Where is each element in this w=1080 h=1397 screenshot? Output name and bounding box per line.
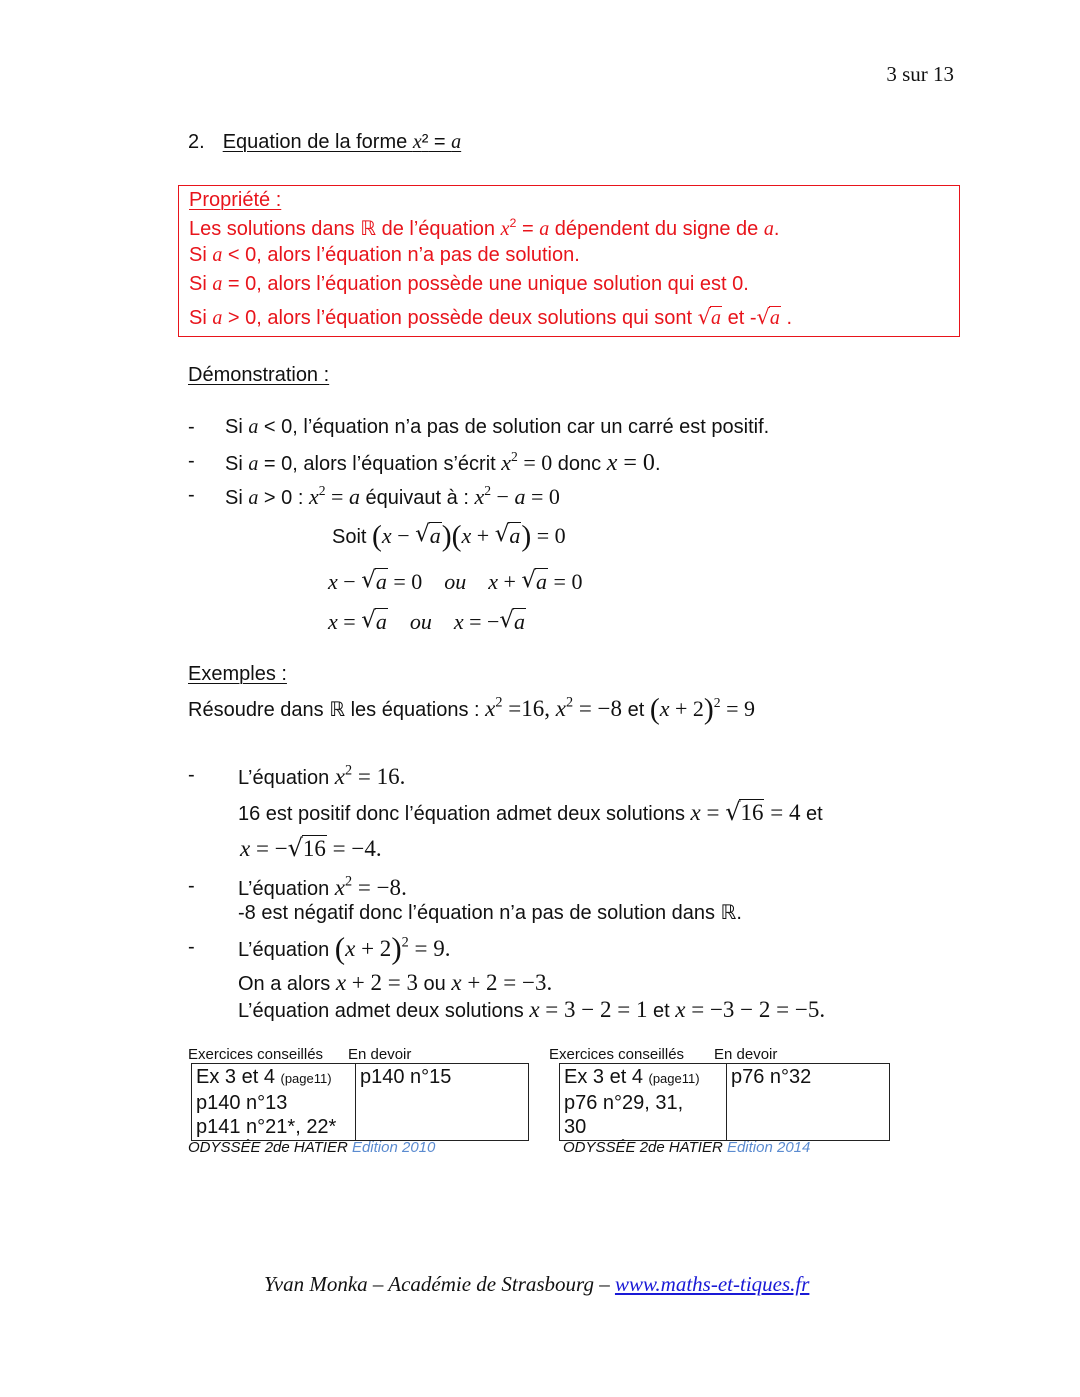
demo-item-1 bbox=[225, 416, 769, 439]
example-3-line-3 bbox=[238, 997, 825, 1023]
math-a: a bbox=[539, 218, 550, 240]
math-x: x bbox=[659, 696, 670, 721]
math-a: a bbox=[514, 609, 526, 634]
exercises-header-right: En devoir bbox=[714, 1046, 778, 1063]
paren: ) bbox=[521, 520, 532, 553]
example-1-title bbox=[238, 764, 405, 790]
demo-step-soit bbox=[332, 520, 566, 553]
demo-step-3 bbox=[328, 609, 526, 635]
exercises-advised-cell bbox=[192, 1064, 356, 1141]
math-x: x bbox=[529, 997, 540, 1022]
math-a: a bbox=[248, 416, 259, 438]
math-x: x bbox=[606, 450, 618, 476]
exercise-line bbox=[564, 1065, 722, 1091]
math-x: x bbox=[488, 569, 498, 594]
bullet-dash: - bbox=[188, 936, 195, 958]
math-text: = −8 bbox=[352, 875, 402, 900]
property-heading: Propriété : bbox=[189, 189, 282, 211]
sqrt-symbol bbox=[361, 569, 388, 595]
sqrt-symbol bbox=[757, 307, 781, 330]
demo-step-2 bbox=[328, 569, 582, 595]
sqrt-symbol bbox=[521, 569, 548, 595]
text: Si bbox=[225, 453, 249, 475]
text: Ex 3 et 4 bbox=[196, 1066, 281, 1088]
math-text: + 2 bbox=[669, 696, 704, 721]
sqrt-symbol bbox=[698, 307, 722, 330]
text: et bbox=[800, 803, 823, 825]
exercise-line: p141 n°21*, 22* bbox=[196, 1116, 337, 1138]
edition-year: Edition 2010 bbox=[351, 1139, 436, 1156]
math-x: x bbox=[461, 523, 472, 548]
book-name: ODYSSÉE 2de HATIER bbox=[563, 1139, 727, 1156]
text: (page11) bbox=[648, 1071, 700, 1086]
math-text: = 0 bbox=[617, 450, 655, 476]
math-text: = 0 bbox=[525, 484, 560, 509]
math-x: x bbox=[675, 997, 686, 1022]
math-text: = −8 bbox=[573, 696, 623, 721]
exercises-header-right: En devoir bbox=[348, 1046, 412, 1063]
bullet-dash: - bbox=[188, 450, 195, 472]
bullet-dash: - bbox=[188, 875, 195, 897]
paren: ( bbox=[334, 930, 346, 966]
math-text: = 3 − 2 = 1 bbox=[539, 997, 648, 1022]
math-text: − bbox=[391, 523, 416, 548]
math-a: a bbox=[248, 453, 259, 475]
exercises-table-2014 bbox=[559, 1063, 890, 1141]
text: L’équation bbox=[238, 878, 335, 900]
math-x: x bbox=[328, 569, 338, 594]
example-3-title bbox=[238, 930, 451, 966]
demo-item-2 bbox=[225, 450, 661, 477]
paren: ) bbox=[391, 930, 402, 966]
math-a: a bbox=[536, 569, 548, 594]
text: Soit bbox=[332, 526, 367, 548]
math-text: + bbox=[471, 523, 495, 548]
demonstration-heading: Démonstration : bbox=[188, 364, 330, 386]
exercises-advised-cell bbox=[560, 1064, 727, 1141]
math-x: x bbox=[308, 484, 319, 509]
footer bbox=[264, 1272, 809, 1297]
text: Les solutions dans ℝ de l’équation bbox=[189, 218, 501, 240]
math-text: = −4 bbox=[326, 836, 376, 861]
property-line-1 bbox=[189, 216, 779, 241]
math-number: 16 bbox=[740, 800, 764, 825]
text: et bbox=[647, 1000, 676, 1022]
math-sup: 2 bbox=[484, 483, 492, 499]
math-a: a bbox=[212, 273, 223, 295]
exercise-line: 30 bbox=[564, 1116, 587, 1138]
math-x: x bbox=[345, 936, 356, 961]
math-a: a bbox=[763, 218, 774, 240]
sqrt-symbol bbox=[725, 800, 764, 826]
text: Si bbox=[189, 273, 213, 295]
math-text: . bbox=[546, 970, 553, 995]
math-sup: ² bbox=[421, 131, 429, 153]
exercises-homework-cell: p76 n°32 bbox=[727, 1064, 890, 1141]
math-x: x bbox=[334, 875, 345, 900]
math-text: = 4 bbox=[764, 800, 801, 825]
text: Ex 3 et 4 bbox=[564, 1066, 649, 1088]
text: et bbox=[622, 699, 650, 721]
math-a: a bbox=[429, 523, 441, 548]
text: < 0, l’équation n’a pas de solution car un carré est positif. bbox=[258, 416, 770, 438]
math-text: − bbox=[491, 484, 515, 509]
math-sup: 2 bbox=[511, 449, 518, 465]
text: dépendent du signe de bbox=[549, 218, 764, 240]
text: L’équation bbox=[238, 939, 335, 961]
math-a: a bbox=[769, 307, 780, 329]
math-text: =16 bbox=[502, 696, 545, 721]
math-text: . bbox=[375, 836, 382, 861]
math-sup: 2 bbox=[713, 695, 721, 711]
math-number: 16 bbox=[302, 836, 326, 861]
math-x: x bbox=[474, 484, 485, 509]
math-sup: 2 bbox=[401, 934, 409, 951]
edition-year: Edition 2014 bbox=[726, 1139, 811, 1156]
math-x: x bbox=[328, 609, 338, 634]
text: < 0, alors l’équation n’a pas de solution. bbox=[222, 244, 580, 266]
math-x: x bbox=[453, 609, 464, 634]
math-sup: 2 bbox=[565, 694, 574, 711]
math-x: x bbox=[555, 696, 566, 721]
math-a: a bbox=[711, 307, 722, 329]
math-x: x bbox=[412, 131, 422, 153]
example-2-line-2: -8 est négatif donc l’équation n’a pas de solution dans ℝ. bbox=[238, 902, 742, 924]
math-text: , bbox=[544, 696, 556, 721]
math-text: = 0 bbox=[517, 450, 553, 475]
math-a: a bbox=[348, 484, 360, 509]
sqrt-symbol bbox=[288, 836, 327, 862]
math-sup: 2 bbox=[495, 694, 503, 711]
math-x: x bbox=[451, 970, 462, 995]
text: équivaut à : bbox=[359, 487, 475, 509]
text: Résoudre dans ℝ les équations : bbox=[188, 699, 486, 721]
text: (page11) bbox=[280, 1071, 332, 1086]
math-ou: ou bbox=[409, 609, 432, 634]
math-text: = bbox=[337, 609, 362, 634]
text: . bbox=[654, 453, 661, 475]
text: et bbox=[722, 307, 750, 329]
math-sup: 2 bbox=[344, 762, 353, 779]
exercises-header-left: Exercices conseillés bbox=[549, 1046, 685, 1063]
examples-intro bbox=[188, 693, 756, 726]
book-name: ODYSSÉE 2de HATIER bbox=[188, 1139, 352, 1156]
section-title-text: Equation de la forme bbox=[222, 131, 413, 153]
math-eq: = bbox=[428, 131, 452, 153]
math-text: + 2 = −3 bbox=[461, 970, 547, 995]
math-a: a bbox=[212, 244, 223, 266]
text: L’équation admet deux solutions bbox=[238, 1000, 530, 1022]
math-text: = 0 bbox=[548, 569, 583, 594]
paren: ) bbox=[703, 693, 714, 726]
bullet-dash: - bbox=[188, 484, 195, 506]
property-line-4 bbox=[189, 307, 792, 330]
text: Si bbox=[189, 244, 213, 266]
math-text: = − bbox=[250, 836, 288, 861]
math-x: x bbox=[381, 523, 392, 548]
text: On a alors bbox=[238, 973, 336, 995]
math-text: . bbox=[399, 764, 406, 789]
edition-caption bbox=[188, 1139, 435, 1156]
math-a: a bbox=[212, 307, 223, 329]
math-text: = 9 bbox=[720, 696, 756, 721]
math-a: a bbox=[509, 523, 521, 548]
paren: ( bbox=[649, 693, 660, 726]
paren: ( bbox=[372, 520, 382, 553]
example-3-line-2 bbox=[238, 970, 552, 996]
paren: )( bbox=[441, 520, 462, 553]
example-2-title bbox=[238, 875, 407, 901]
math-text: . bbox=[444, 936, 451, 961]
math-text: . bbox=[819, 997, 826, 1022]
math-text: + bbox=[498, 569, 522, 594]
property-line-3 bbox=[189, 273, 749, 296]
exercise-line: p76 n°29, 31, bbox=[564, 1092, 684, 1114]
text: ou bbox=[418, 973, 452, 995]
text: = bbox=[516, 218, 540, 240]
math-text: = −3 − 2 = −5 bbox=[685, 997, 820, 1022]
math-x: x bbox=[335, 970, 347, 995]
math-text: = 0 bbox=[387, 569, 423, 594]
text: = 0, alors l’équation possède une unique solution qui est 0. bbox=[222, 273, 749, 295]
math-x: x bbox=[240, 836, 251, 861]
text: > 0, alors l’équation possède deux solutions qui sont bbox=[222, 307, 698, 329]
exercise-line bbox=[196, 1065, 351, 1091]
math-a: a bbox=[375, 569, 387, 594]
section-title bbox=[188, 131, 461, 154]
math-a: a bbox=[248, 487, 259, 509]
text: L’équation bbox=[238, 767, 335, 789]
page-number: 3 sur 13 bbox=[886, 62, 954, 86]
example-1-line-2 bbox=[238, 800, 823, 826]
exercise-line: p140 n°13 bbox=[196, 1092, 288, 1114]
section-number: 2. bbox=[188, 131, 205, 153]
math-x: x bbox=[485, 696, 496, 721]
sqrt-symbol bbox=[495, 523, 522, 549]
math-ou: ou bbox=[444, 569, 467, 594]
math-text: = 0 bbox=[531, 523, 566, 548]
sqrt-symbol bbox=[361, 609, 388, 635]
math-x: x bbox=[500, 218, 510, 240]
bullet-dash: - bbox=[188, 764, 195, 786]
website-link[interactable]: www.maths-et-tiques.fr bbox=[614, 1272, 810, 1296]
sqrt-symbol bbox=[415, 523, 442, 549]
bullet-dash: - bbox=[188, 416, 195, 438]
examples-heading: Exemples : bbox=[188, 663, 287, 685]
text: Si bbox=[189, 307, 213, 329]
text: > 0 : bbox=[258, 487, 309, 509]
math-text: = − bbox=[463, 609, 500, 634]
math-text: = bbox=[325, 484, 349, 509]
math-a: a bbox=[514, 484, 526, 509]
math-text: = 16 bbox=[352, 764, 400, 789]
text: donc bbox=[552, 453, 607, 475]
math-text: + 2 = 3 bbox=[346, 970, 418, 995]
example-1-line-3 bbox=[240, 836, 382, 862]
math-sup: 2 bbox=[509, 215, 517, 230]
math-text: . bbox=[401, 875, 407, 900]
text: Si bbox=[225, 487, 249, 509]
text: . bbox=[780, 307, 793, 329]
math-a: a bbox=[375, 609, 387, 634]
math-x: x bbox=[334, 764, 345, 789]
text: 16 est positif donc l’équation admet deux solutions bbox=[238, 803, 691, 825]
exercises-table-2010 bbox=[191, 1063, 529, 1141]
text: Si bbox=[225, 416, 249, 438]
text: . bbox=[773, 218, 780, 240]
math-x: x bbox=[690, 800, 701, 825]
exercises-homework-cell: p140 n°15 bbox=[356, 1064, 529, 1141]
text: = 0, alors l’équation s’écrit bbox=[258, 453, 502, 475]
math-a: a bbox=[451, 131, 462, 153]
math-sup: 2 bbox=[344, 873, 353, 890]
math-x: x bbox=[501, 450, 512, 475]
math-sup: 2 bbox=[318, 483, 326, 499]
property-line-2 bbox=[189, 244, 580, 267]
demo-item-3 bbox=[225, 484, 560, 510]
edition-caption bbox=[563, 1139, 810, 1156]
math-text: + 2 bbox=[355, 936, 392, 961]
text: - bbox=[749, 307, 757, 329]
exercises-header-left: Exercices conseillés bbox=[188, 1046, 324, 1063]
footer-text: Yvan Monka – Académie de Strasbourg – bbox=[264, 1272, 615, 1296]
math-text: = bbox=[700, 800, 726, 825]
sqrt-symbol bbox=[499, 609, 526, 635]
math-text: = 9 bbox=[408, 936, 445, 961]
math-text: − bbox=[337, 569, 362, 594]
